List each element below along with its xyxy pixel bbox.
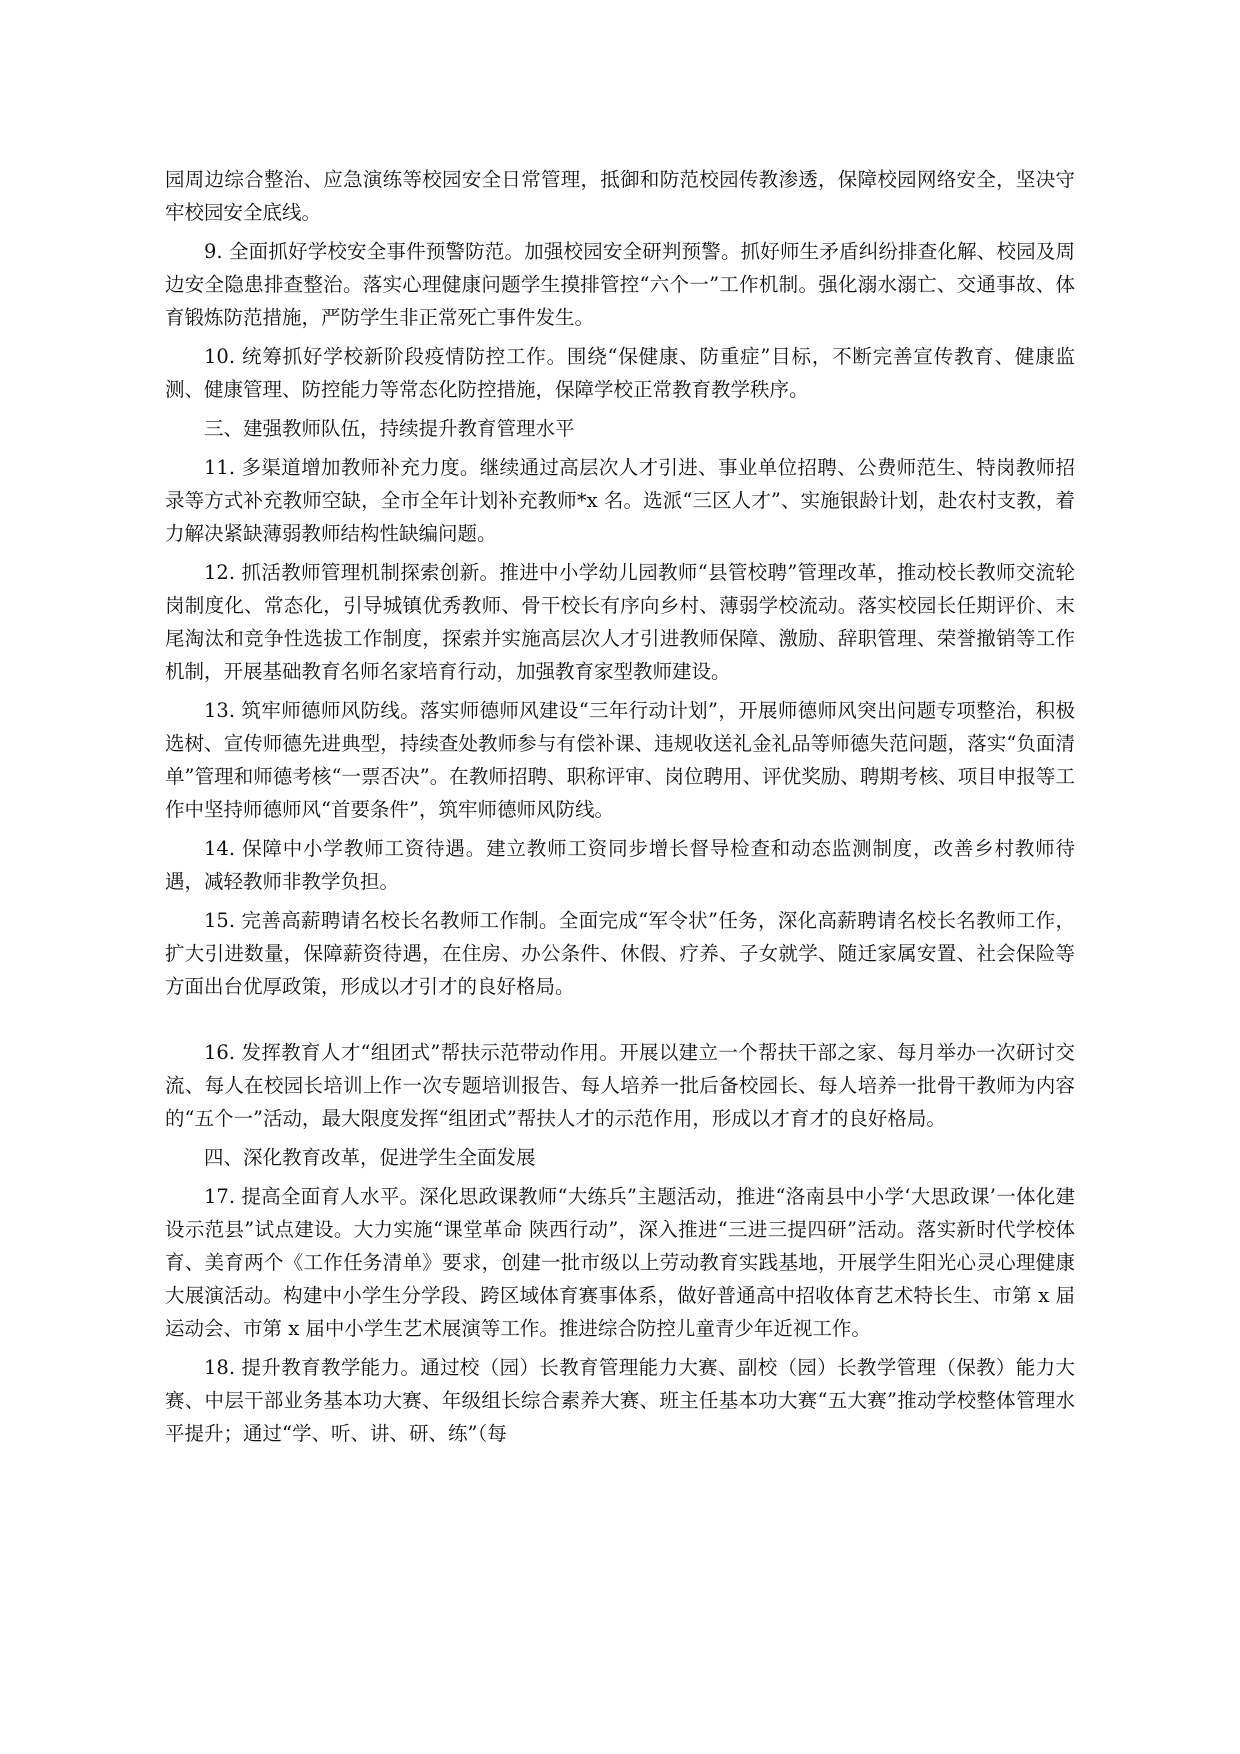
paragraph-item-9: 9. 全面抓好学校安全事件预警防范。加强校园安全研判预警。抓好师生矛盾纠纷排查化解、校园及周边安全隐患排查整治。落实心理健康问题学生摸排管控“六个一”工作机制。强化溺水溺亡、交通事故、体育锻炼防范措施，严防学生非正常死亡事件发生。 bbox=[165, 240, 1075, 329]
paragraph-item-14: 14. 保障中小学教师工资待遇。建立教师工资同步增长督导检查和动态监测制度，改善乡村教师待遇，减轻教师非教学负担。 bbox=[165, 837, 1075, 893]
paragraph-campus-safety-continued: 园周边综合整治、应急演练等校园安全日常管理，抵御和防范校园传教渗透，保障校园网络安全，坚决守牢校园安全底线。 bbox=[165, 168, 1075, 224]
paragraph-item-18: 18. 提升教育教学能力。通过校（园）长教育管理能力大赛、副校（园）长教学管理（保教）能力大赛、中层干部业务基本功大赛、年级组长综合素养大赛、班主任基本功大赛“五大赛”推动学校整体管理水平提升；通过“学、听、讲、研、练”（每 bbox=[165, 1356, 1075, 1445]
paragraph-item-15: 15. 完善高薪聘请名校长名教师工作制。全面完成“军令状”任务，深化高薪聘请名校长名教师工作，扩大引进数量，保障薪资待遇，在住房、办公条件、休假、疗养、子女就学、随迁家属安置、社会保险等方面出台优厚政策，形成以才引才的良好格局。 bbox=[165, 909, 1075, 998]
paragraph-item-17: 17. 提高全面育人水平。深化思政课教师“大练兵”主题活动，推进“洛南县中小学‘大思政课’一体化建设示范县”试点建设。大力实施“课堂革命 陕西行动”，深入推进“三进三提四研”活动。落实新时代学校体育、美育两个《工作任务清单》要求，创建一批市级以上劳动教育实践基地，开展学生阳光心灵心理健康大展演活动。构建中小学生分学段、跨区域体育赛事体系，做好普通高中招收体育艺术特长生、市第 x 届运动会、市第 x 届中小学生艺术展演等工作。推进综合防控儿童青少年近视工作。 bbox=[165, 1185, 1075, 1340]
paragraph-item-10: 10. 统筹抓好学校新阶段疫情防控工作。围绕“保健康、防重症”目标，不断完善宣传教育、健康监测、健康管理、防控能力等常态化防控措施，保障学校正常教育教学秩序。 bbox=[165, 345, 1075, 401]
document-body bbox=[165, 163, 1075, 1456]
blank-line bbox=[165, 1009, 1075, 1036]
section-heading-3: 三、建强教师队伍，持续提升教育管理水平 bbox=[204, 417, 575, 440]
paragraph-item-16: 16. 发挥教育人才“组团式”帮扶示范带动作用。开展以建立一个帮扶干部之家、每月举办一次研讨交流、每人在校园长培训上作一次专题培训报告、每人培养一批后备校园长、每人培养一批骨干教师为内容的“五个一”活动，最大限度发挥“组团式”帮扶人才的示范作用，形成以才育才的良好格局。 bbox=[165, 1041, 1075, 1130]
paragraph-item-12: 12. 抓活教师管理机制探索创新。推进中小学幼儿园教师“县管校聘”管理改革，推动校长教师交流轮岗制度化、常态化，引导城镇优秀教师、骨干校长有序向乡村、薄弱学校流动。落实校园长任期评价、末尾淘汰和竞争性选拔工作制度，探索并实施高层次人才引进教师保障、激励、辞职管理、荣誉撤销等工作机制，开展基础教育名师名家培育行动，加强教育家型教师建设。 bbox=[165, 561, 1075, 683]
section-heading-4: 四、深化教育改革，促进学生全面发展 bbox=[204, 1146, 536, 1169]
paragraph-item-13: 13. 筑牢师德师风防线。落实师德师风建设“三年行动计划”，开展师德师风突出问题专项整治，积极选树、宣传师德先进典型，持续查处教师参与有偿补课、违规收送礼金礼品等师德失范问题，落实“负面清单”管理和师德考核“一票否决”。在教师招聘、职称评审、岗位聘用、评优奖励、聘期考核、项目申报等工作中坚持师德师风“首要条件”，筑牢师德师风防线。 bbox=[165, 699, 1075, 821]
paragraph-item-11: 11. 多渠道增加教师补充力度。继续通过高层次人才引进、事业单位招聘、公费师范生、特岗教师招录等方式补充教师空缺，全市全年计划补充教师*x 名。选派“三区人才”、实施银龄计划，赴农村支教，着力解决紧缺薄弱教师结构性缺编问题。 bbox=[165, 456, 1075, 545]
